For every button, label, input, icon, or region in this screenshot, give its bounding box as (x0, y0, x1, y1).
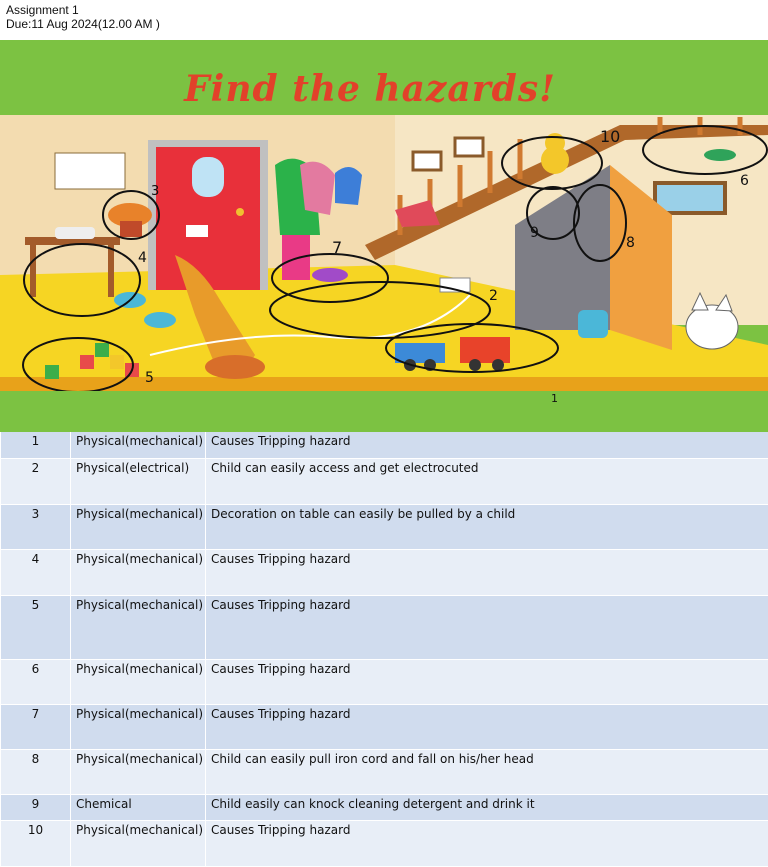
table-row (1, 504, 768, 549)
hazard-description: Child can easily access and get electrocuted (206, 458, 768, 504)
hazard-description: Causes Tripping hazard (206, 595, 768, 659)
poster-title: Find the hazards! (0, 68, 740, 110)
marker-6: 6 (740, 173, 749, 189)
hazard-description: Child can easily pull iron cord and fall on his/her head (206, 749, 768, 794)
assignment-title: Assignment 1 (6, 3, 160, 17)
hazard-type: Physical(mechanical) (71, 549, 206, 595)
table-row (1, 820, 768, 866)
hazard-number: 1 (1, 432, 71, 458)
table-row (1, 595, 768, 659)
hazard-description: Decoration on table can easily be pulled by a child (206, 504, 768, 549)
marker-4: 4 (138, 250, 147, 266)
hazard-type: Physical(mechanical) (71, 749, 206, 794)
hazards-table (0, 432, 768, 867)
hazard-type: Physical(mechanical) (71, 504, 206, 549)
table-row (1, 749, 768, 794)
marker-5: 5 (145, 370, 154, 386)
assignment-header (6, 3, 160, 31)
hazard-type: Chemical (71, 794, 206, 820)
hazard-number: 6 (1, 659, 71, 704)
hazard-description: Causes Tripping hazard (206, 432, 768, 458)
hazard-description: Causes Tripping hazard (206, 659, 768, 704)
table-row (1, 549, 768, 595)
hazard-type: Physical(mechanical) (71, 704, 206, 749)
table-row (1, 704, 768, 749)
table-row (1, 794, 768, 820)
hazard-number: 5 (1, 595, 71, 659)
hazard-number: 8 (1, 749, 71, 794)
hazard-type: Physical(mechanical) (71, 820, 206, 866)
marker-9: 9 (530, 225, 539, 241)
hazard-description: Causes Tripping hazard (206, 549, 768, 595)
hazard-type: Physical(mechanical) (71, 432, 206, 458)
hazard-description: Causes Tripping hazard (206, 820, 768, 866)
table-row (1, 432, 768, 458)
hazard-type: Physical(electrical) (71, 458, 206, 504)
marker-7: 7 (332, 238, 342, 257)
hazard-type: Physical(mechanical) (71, 595, 206, 659)
hazard-number: 10 (1, 820, 71, 866)
hazard-number: 3 (1, 504, 71, 549)
table-row (1, 659, 768, 704)
marker-10: 10 (600, 127, 620, 146)
hazard-number: 2 (1, 458, 71, 504)
hazard-type: Physical(mechanical) (71, 659, 206, 704)
hazard-number: 4 (1, 549, 71, 595)
marker-2: 2 (489, 288, 498, 304)
hazard-number: 7 (1, 704, 71, 749)
marker-8: 8 (626, 235, 635, 251)
hazard-number: 9 (1, 794, 71, 820)
due-date: Due:11 Aug 2024(12.00 AM ) (6, 17, 160, 31)
hazard-poster (0, 40, 768, 432)
table-row (1, 458, 768, 504)
hazard-markers (0, 40, 768, 432)
hazard-description: Child easily can knock cleaning detergent and drink it (206, 794, 768, 820)
hazard-description: Causes Tripping hazard (206, 704, 768, 749)
marker-3: 3 (151, 184, 159, 199)
marker-1: 1 (551, 392, 558, 405)
